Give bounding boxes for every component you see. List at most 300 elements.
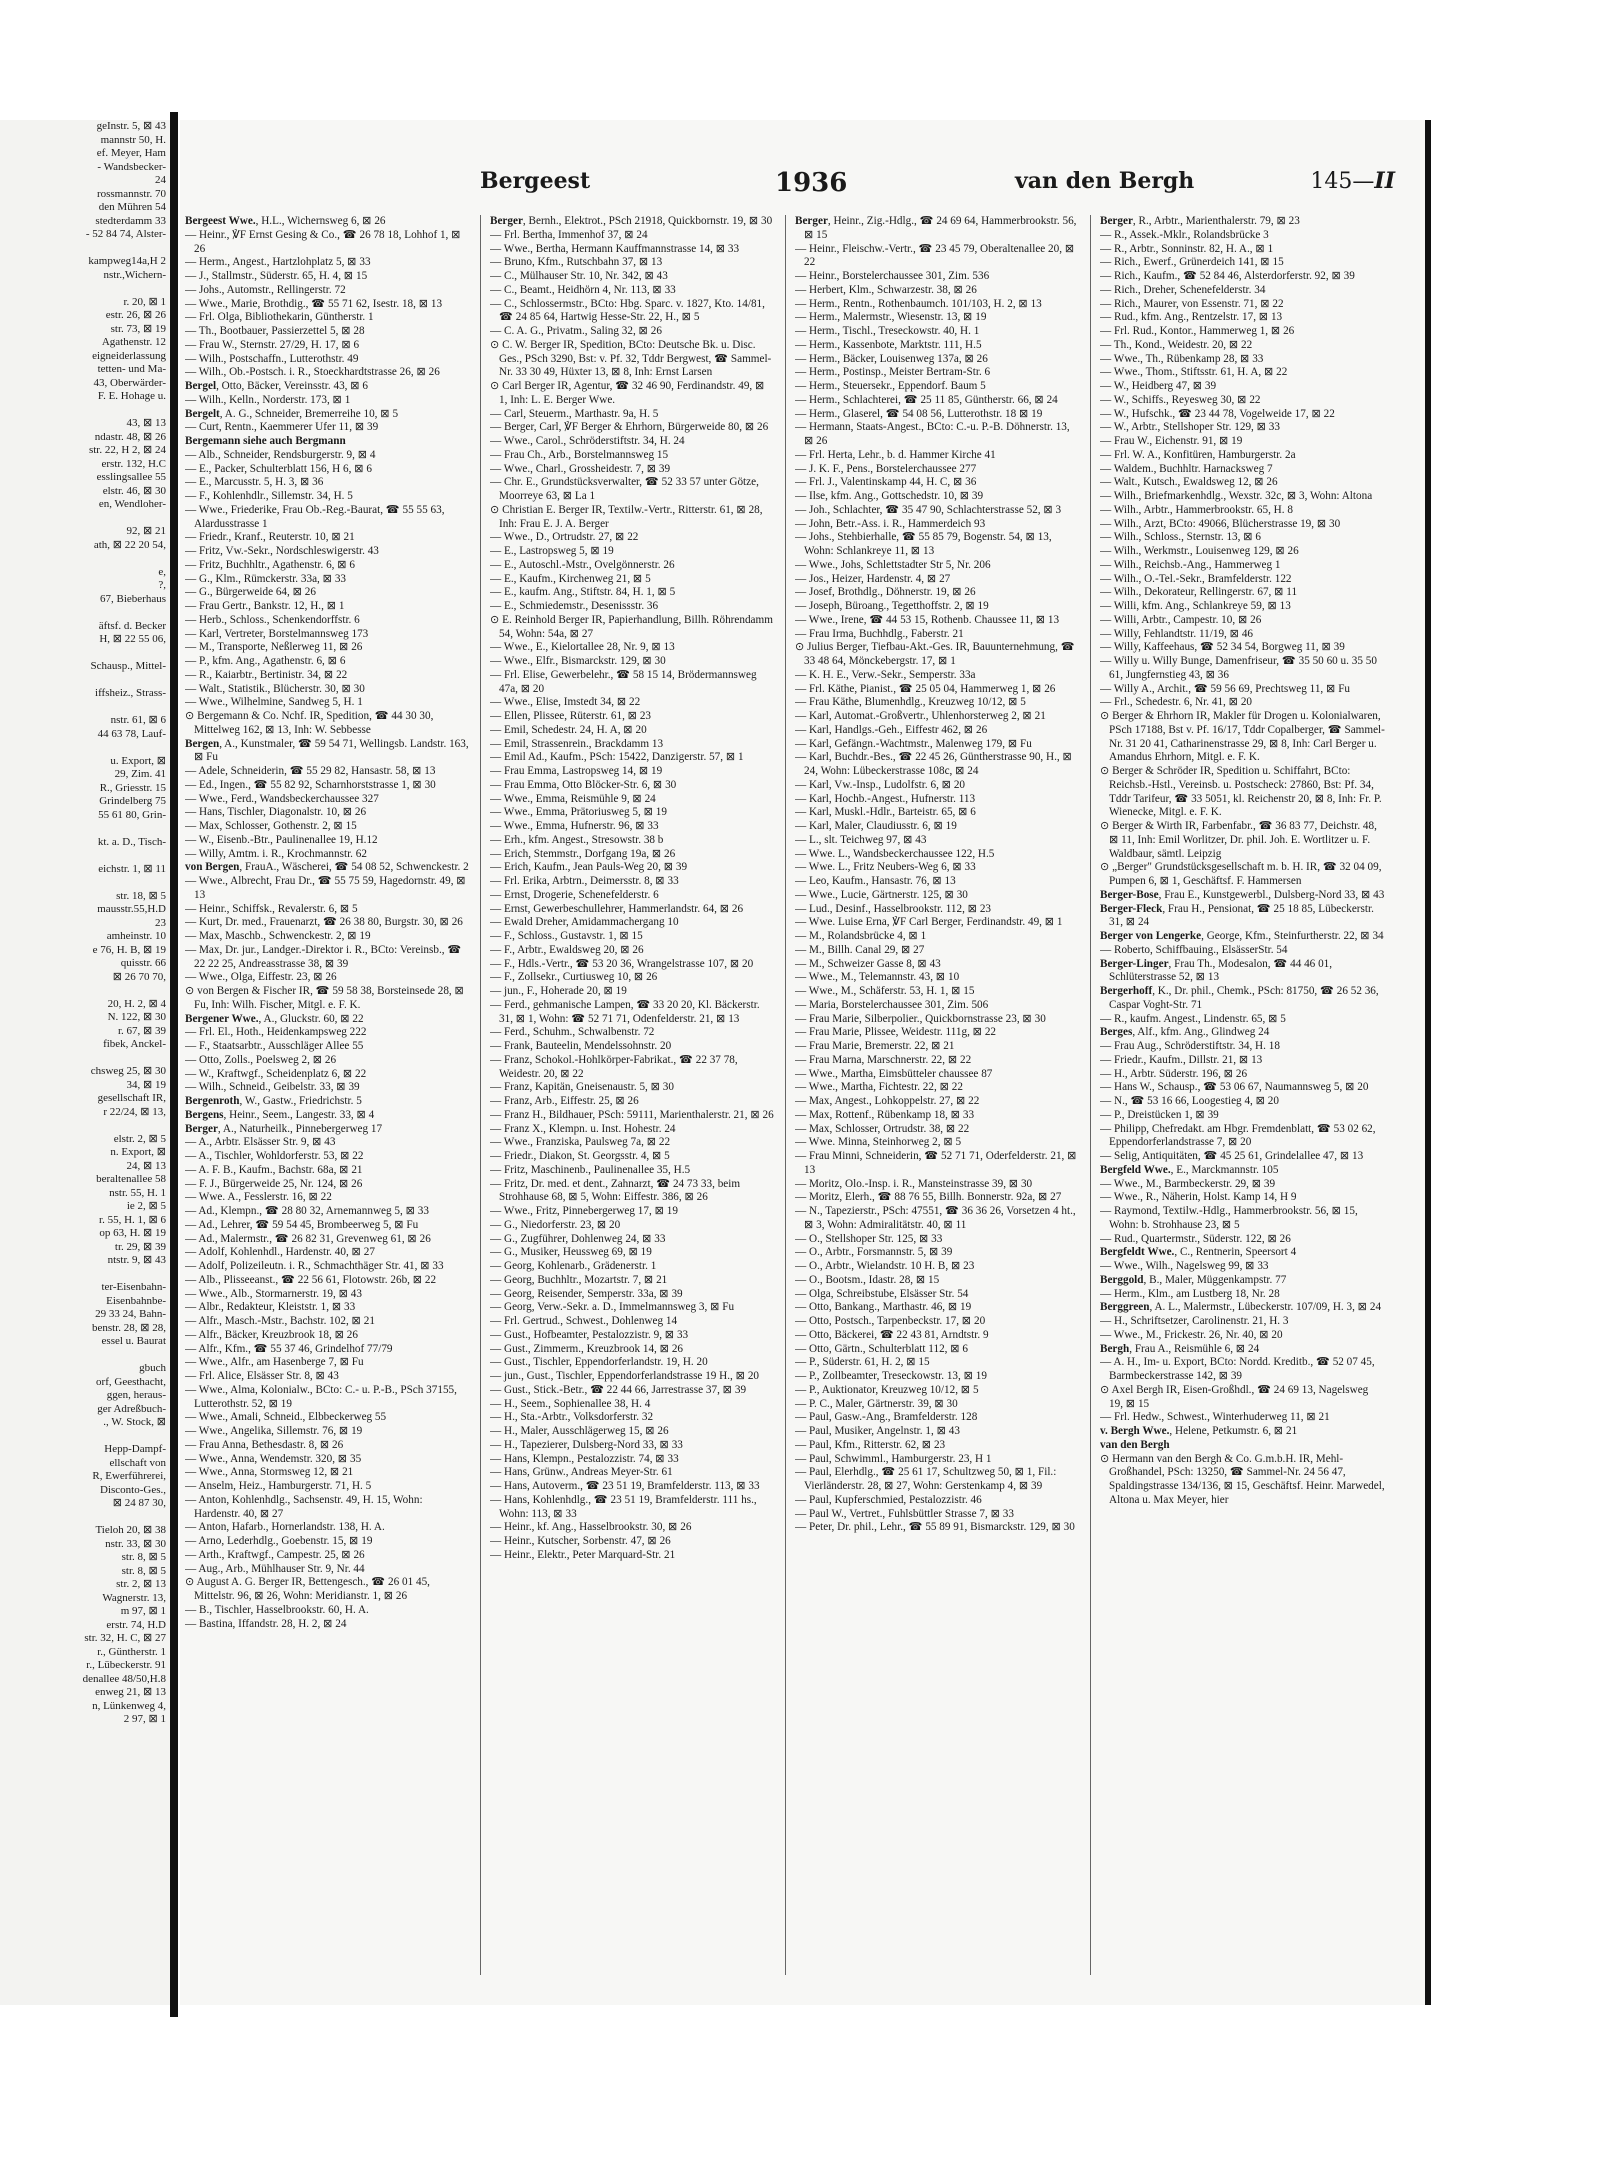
directory-entry: — Wwe. A., Fesslerstr. 16, ⊠ 22 (185, 1191, 332, 1204)
directory-entry: — Frl., Schedestr. 6, Nr. 41, ⊠ 20 (1100, 696, 1253, 709)
previous-page-line: amheinstr. 10 (106, 930, 166, 942)
directory-entry: — Ellen, Plissee, Rüterstr. 61, ⊠ 23 (490, 710, 652, 722)
directory-entry: — P., Dreistücken 1, ⊠ 39 (1100, 1108, 1219, 1121)
page-number (1310, 168, 1395, 194)
directory-entry: — E., Kaufm., Kirchenweg 21, ⊠ 5 (490, 572, 651, 585)
directory-entry: — Heinr., Kutscher, Sorbenstr. 47, ⊠ 26 (490, 1535, 671, 1547)
directory-entry: — Rud., kfm. Ang., Rentzelstr. 17, ⊠ 13 (1100, 311, 1283, 324)
previous-page-line: Hepp-Dampf- (104, 1443, 166, 1455)
previous-page-line: Grindelberg 75 (99, 795, 166, 807)
directory-entry: — Adolf, Kohlenhdl., Hardenstr. 40, ⊠ 27 (185, 1246, 375, 1259)
directory-entry: — H., Seem., Sophienallee 38, H. 4 (490, 1397, 651, 1410)
directory-entry: — Franz, Kapitän, Gneisenaustr. 5, ⊠ 30 (490, 1081, 674, 1094)
directory-entry: van den Bergh (1100, 1438, 1170, 1451)
directory-entry: — Karl, Gefängn.-Wachtmstr., Malenweg 179, ⊠ Fu (795, 737, 1032, 750)
directory-entry: — Wilh., Arzt, BCto: 49066, Blücherstrasse 19, ⊠ 30 (1100, 517, 1341, 530)
previous-page-line: r., Güntherstr. 1 (97, 1645, 166, 1658)
directory-entry: — H., Arbtr. Süderstr. 196, ⊠ 26 (1100, 1067, 1248, 1080)
directory-entry: — Wwe., E., Kielortallee 28, Nr. 9, ⊠ 13 (490, 641, 675, 654)
previous-page-line: 20, H. 2, ⊠ 4 (107, 997, 166, 1010)
directory-entry: — Rud., Quartermstr., Süderstr. 122, ⊠ 26 (1100, 1232, 1291, 1245)
directory-entry: — Wwe., Alma, Kolonialw., BCto: C.- u. P.-B., PSch 37155, Lutterothstr. 52, ⊠ 19 (185, 1383, 457, 1410)
directory-entry: — Anton, Kohlenhdlg., Sachsenstr. 49, H. 15, Wohn: Hardenstr. 40, ⊠ 27 (185, 1493, 423, 1520)
running-head-first-entry: Bergeest (480, 168, 591, 194)
directory-entry: — Hans, Tischler, Diagonalstr. 10, ⊠ 26 (185, 806, 367, 819)
directory-entry: — Rich., Maurer, von Essenstr. 71, ⊠ 22 (1100, 297, 1284, 310)
directory-entry: ⊙ von Bergen & Fischer IR, ☎ 59 58 38, Borsteinsede 28, ⊠ Fu, Inh: Wilh. Fischer, Mitgl. e. F. K. (185, 985, 464, 1011)
directory-entry: Berger, Heinr., Zig.-Hdlg., ☎ 24 69 64, Hammerbrookstr. 56, ⊠ 15 (795, 215, 1077, 241)
previous-page-line: ndastr. 48, ⊠ 26 (94, 430, 166, 443)
directory-entry: — Wwe., M., Frickestr. 26, Nr. 40, ⊠ 20 (1100, 1328, 1283, 1341)
previous-page-line (0, 1119, 170, 1133)
directory-entry: — Bruno, Kfm., Rutschbahn 37, ⊠ 13 (490, 256, 663, 269)
directory-entry: — Georg, Verw.-Sekr. a. D., Immelmannsweg 3, ⊠ Fu (490, 1301, 735, 1314)
directory-entry: — F., Zollsekr., Curtiusweg 10, ⊠ 26 (490, 971, 658, 984)
previous-page-line: ⊠ 26 70 70, (112, 970, 166, 983)
directory-entry: — Frl. Hedw., Schwest., Winterhuderweg 11, ⊠ 21 (1100, 1411, 1330, 1424)
directory-entry: — Frau W., Eichenstr. 91, ⊠ 19 (1100, 435, 1243, 447)
previous-page-line (0, 404, 170, 418)
directory-entry: — M., Transporte, Neßlerweg 11, ⊠ 26 (185, 641, 363, 654)
previous-page-line: quisstr. 66 (120, 957, 166, 969)
directory-entry: — Raymond, Textilw.-Hdlg., Hammerbrookstr. 56, ⊠ 15, Wohn: b. Strohhause 23, ⊠ 5 (1100, 1205, 1358, 1231)
directory-entry: — P., kfm. Ang., Agathenstr. 6, ⊠ 6 (185, 655, 346, 667)
directory-entry: — Max, Schlosser, Ortrudstr. 38, ⊠ 22 (795, 1122, 970, 1135)
directory-entry: — Fritz, Maschinenb., Paulinenallee 35, H.5 (490, 1163, 691, 1176)
previous-page-line: ntstr. 9, ⊠ 43 (107, 1254, 166, 1266)
directory-entry: — Hans, Klempn., Pestalozzistr. 74, ⊠ 33 (490, 1452, 679, 1465)
previous-page-line (0, 647, 170, 661)
previous-page-line (0, 984, 170, 998)
previous-page-line: ggen, heraus- (106, 1389, 166, 1401)
directory-entry: — Frl. Elise, Gewerbelehr., ☎ 58 15 14, Brödermannsweg 47a, ⊠ 20 (490, 668, 757, 695)
directory-entry: — Johs., Automstr., Rellingerstr. 72 (185, 283, 346, 296)
directory-entry: — Wilh., Ob.-Postsch. i. R., Stoeckhardtstrasse 26, ⊠ 26 (185, 366, 440, 379)
directory-entry: — Frl. Käthe, Pianist., ☎ 25 05 04, Hammerweg 1, ⊠ 26 (795, 682, 1056, 695)
directory-entry: — Ferd., gehmanische Lampen, ☎ 33 20 20, Kl. Bäckerstr. 31, ⊠ 1, Wohn: ☎ 52 71 71, Odenfelderstr. 21, ⊠ 13 (490, 998, 760, 1025)
directory-entry: — Georg, Reisender, Semperstr. 33a, ⊠ 39 (490, 1287, 683, 1300)
directory-entry: — W., Heidberg 47, ⊠ 39 (1100, 380, 1217, 392)
directory-entry: — Franz, Schokol.-Hohlkörper-Fabrikat., ☎ 22 37 78, Weidestr. 20, ⊠ 22 (490, 1053, 738, 1080)
previous-page-line: str. 8, ⊠ 5 (121, 1551, 166, 1563)
previous-page-line: erstr. 132, H.C (101, 457, 166, 470)
previous-page-line: fibek, Anckel- (103, 1038, 166, 1050)
directory-entry: — J. K. F., Pens., Borstelerchaussee 277 (795, 462, 977, 475)
previous-page-line: kampweg14a,H 2 (88, 255, 166, 267)
directory-entry: Bergenroth, W., Gastw., Friedrichstr. 5 (185, 1095, 362, 1107)
previous-page-line: - 52 84 74, Alster- (85, 228, 166, 240)
directory-entry: — Wwe., Elise, Imstedt 34, ⊠ 22 (490, 696, 641, 709)
previous-page-line: m 97, ⊠ 1 (120, 1605, 166, 1617)
directory-entry: — Heinr., Elektr., Peter Marquard-Str. 21 (490, 1548, 676, 1561)
directory-entry: Bergerhoff, K., Dr. phil., Chemk., PSch: 81750, ☎ 26 52 36, Caspar Voght-Str. 71 (1100, 985, 1379, 1011)
directory-entry: — Wwe., Martha, Fichtestr. 22, ⊠ 22 (795, 1081, 963, 1094)
previous-page-line: en, Wendloher- (98, 498, 166, 510)
directory-entry: — G., Zugführer, Dohlenweg 24, ⊠ 33 (490, 1232, 666, 1245)
previous-page-line: e, (158, 565, 166, 578)
previous-page-line: gbuch (139, 1362, 166, 1374)
directory-entry: — J., Stallmstr., Süderstr. 65, H. 4, ⊠ 15 (185, 270, 368, 282)
directory-entry: — Wilh., Kelln., Norderstr. 173, ⊠ 1 (185, 393, 351, 406)
directory-entry: — Hans, Grünw., Andreas Meyer-Str. 61 (490, 1466, 673, 1479)
directory-entry: — H., Maler, Ausschlägerweg 15, ⊠ 26 (490, 1425, 669, 1437)
directory-entry: — Wwe., Ferd., Wandsbeckerchaussee 327 (185, 792, 379, 805)
directory-entry: — Wwe., Anna, Stormsweg 12, ⊠ 21 (185, 1466, 354, 1479)
directory-entry: Bergh, Frau A., Reismühle 6, ⊠ 24 (1100, 1342, 1260, 1355)
previous-page-line: ath, ⊠ 22 20 54, (93, 538, 166, 551)
directory-entry: — Erich, Stemmstr., Dorfgang 19a, ⊠ 26 (490, 847, 676, 860)
previous-page-line: op 63, H. ⊠ 19 (99, 1227, 166, 1239)
directory-entry: Berger, A., Naturheilk., Pinnebergerweg 17 (185, 1122, 383, 1135)
directory-entry: — Frau Minni, Schneiderin, ☎ 52 71 71, Oderfelderstr. 21, ⊠ 13 (795, 1150, 1077, 1176)
directory-entry: — Wwe., Carol., Schröderstiftstr. 34, H. 24 (490, 435, 685, 447)
previous-page-line: ef. Meyer, Ham (96, 147, 166, 159)
directory-entry: — Albr., Redakteur, Kleiststr. 1, ⊠ 33 (185, 1301, 356, 1314)
directory-entry: — Wwe., Angelika, Sillemstr. 76, ⊠ 19 (185, 1425, 363, 1437)
directory-entry: — Hermann, Staats-Angest., BCto: C.-u. P.-B. Döhnerstr. 13, ⊠ 26 (795, 421, 1070, 447)
directory-entry: — Heinr., Borstelerchaussee 301, Zim. 536 (795, 270, 990, 282)
previous-page-line (0, 876, 170, 890)
previous-page-line (0, 1268, 170, 1282)
directory-entry: — Wwe., M., Telemannstr. 43, ⊠ 10 (795, 971, 960, 984)
directory-entry: — E., Schmiedemstr., Desenissstr. 36 (490, 600, 659, 612)
directory-entry: Bergel, Otto, Bäcker, Vereinsstr. 43, ⊠ 6 (185, 380, 369, 392)
directory-entry: — Wwe. L., Wandsbeckerchaussee 122, H.5 (795, 847, 995, 860)
previous-page-line: elstr. 2, ⊠ 5 (113, 1132, 166, 1145)
directory-entry: — Wwe., Olga, Eiffestr. 23, ⊠ 26 (185, 971, 337, 984)
directory-entry: — Philipp, Chefredakt. am Hbgr. Fremdenblatt, ☎ 53 02 62, Eppendorferlandstrasse 7, ⊠ 20 (1100, 1122, 1376, 1149)
directory-entry: — W., Kraftwgf., Scheidenplatz 6, ⊠ 22 (185, 1067, 367, 1080)
directory-entry: — Paul, Gasw.-Ang., Bramfelderstr. 128 (795, 1411, 978, 1424)
previous-page-line (0, 552, 170, 566)
previous-page-line: r. 55, H. 1, ⊠ 6 (99, 1213, 166, 1226)
previous-page-line: 92, ⊠ 21 (126, 525, 166, 537)
directory-entry: — Joseph, Büroang., Tegetthoffstr. 2, ⊠ 19 (795, 600, 989, 612)
directory-entry: — Th., Kond., Weidestr. 20, ⊠ 22 (1100, 338, 1253, 351)
directory-entry: — Moritz, Elerh., ☎ 88 76 55, Billh. Bonnerstr. 92a, ⊠ 27 (795, 1191, 1062, 1204)
directory-entry: — Ernst, Gewerbeschullehrer, Hammerlandstr. 64, ⊠ 26 (490, 902, 744, 915)
previous-page-line: essel u. Baurat (101, 1335, 166, 1347)
directory-entry: — Frau Marie, Bremerstr. 22, ⊠ 21 (795, 1040, 955, 1052)
directory-entry: — Frl. J., Valentinskamp 44, H. C, ⊠ 36 (795, 476, 977, 489)
directory-entry: — H., Schriftsetzer, Carolinenstr. 21, H. 3 (1100, 1315, 1289, 1327)
directory-entry: — Hans, Autoverm., ☎ 23 51 19, Bramfelderstr. 113, ⊠ 33 (490, 1480, 760, 1492)
directory-entry: — Wwe., Bertha, Hermann Kauffmannstrasse 14, ⊠ 33 (490, 242, 740, 255)
directory-entry: — N., ☎ 53 16 66, Loogestieg 4, ⊠ 20 (1100, 1095, 1279, 1107)
directory-column-2 (490, 215, 775, 1975)
directory-entry: — Karl, Automat.-Großvertr., Uhlenhorsterweg 2, ⊠ 21 (795, 710, 1046, 722)
directory-entry: — F., Kohlenhdlr., Sillemstr. 34, H. 5 (185, 490, 353, 502)
previous-page-line: erstr. 74, H.D (106, 1618, 166, 1631)
previous-page-line: chsweg 25, ⊠ 30 (90, 1065, 166, 1077)
directory-entry: — Alfr., Masch.-Mstr., Bachstr. 102, ⊠ 21 (185, 1315, 375, 1327)
directory-entry: — A., Tischler, Wohldorferstr. 53, ⊠ 22 (185, 1150, 364, 1162)
directory-entry: ⊙ August A. G. Berger IR, Bettengesch., ☎ 26 01 45, Mittelstr. 96, ⊠ 26, Wohn: Meridianstr. 1, ⊠ 26 (185, 1576, 430, 1602)
previous-page-line: n. Export, ⊠ (110, 1146, 166, 1158)
directory-entry: — Johs., Stehbierhalle, ☎ 55 85 79, Bogenstr. 54, ⊠ 13, Wohn: Schlankreye 11, ⊠ 13 (795, 531, 1052, 557)
previous-page-line: r., Lübeckerstr. 91 (86, 1659, 166, 1671)
directory-entry: — Otto, Zolls., Poelsweg 2, ⊠ 26 (185, 1053, 337, 1066)
previous-page-line: F. E. Hohage u. (97, 390, 166, 402)
directory-entry: — Georg, Kohlenarb., Grädenerstr. 1 (490, 1260, 657, 1272)
directory-entry: — Wwe., Th., Rübenkamp 28, ⊠ 33 (1100, 352, 1264, 365)
previous-page-line: 23 (155, 916, 166, 929)
directory-entry: — Otto, Bankang., Marthastr. 46, ⊠ 19 (795, 1301, 972, 1314)
directory-entry: — G., Musiker, Heussweg 69, ⊠ 19 (490, 1246, 652, 1259)
directory-entry: — Wwe., Albrecht, Frau Dr., ☎ 55 75 59, Hagedornstr. 49, ⊠ 13 (185, 875, 466, 901)
directory-entry: — Herm., Bäcker, Louisenweg 137a, ⊠ 26 (795, 352, 988, 365)
directory-entry: — Frl. Erika, Arbtrn., Deimersstr. 8, ⊠ 33 (490, 875, 679, 887)
directory-entry: — E., Autoschl.-Mstr., Ovelgönnerstr. 26 (490, 558, 675, 571)
directory-entry: — John, Betr.-Ass. i. R., Hammerdeich 93 (795, 517, 986, 530)
previous-page-line: str. 18, ⊠ 5 (116, 889, 166, 902)
directory-entry: — Karl, Hochb.-Angest., Hufnerstr. 113 (795, 792, 976, 805)
directory-entry: — B., Tischler, Hasselbrookstr. 60, H. A. (185, 1603, 369, 1616)
directory-entry: — Frau Emma, Otto Blöcker-Str. 6, ⊠ 30 (490, 778, 677, 791)
column-rule (785, 215, 786, 1975)
directory-entry: — E., Lastropsweg 5, ⊠ 19 (490, 545, 614, 557)
previous-page-line: stedterdamm 33 (95, 214, 166, 227)
directory-entry: — Wwe., Alfr., am Hasenberge 7, ⊠ Fu (185, 1356, 364, 1369)
directory-entry: — Herm., Angest., Hartzlohplatz 5, ⊠ 33 (185, 256, 371, 269)
directory-entry: — Paul, Elerhdlg., ☎ 25 61 17, Schultzweg 50, ⊠ 1, Fil.: Vierländerstr. 28, ⊠ 27, Wohn: Gerstenkamp 4, ⊠ 39 (795, 1466, 1057, 1492)
previous-page-fragment (0, 120, 173, 2005)
directory-entry: — Karl, Handlgs.-Geh., Eiffestr 462, ⊠ 26 (795, 723, 988, 736)
directory-entry: — Arth., Kraftwgf., Campestr. 25, ⊠ 26 (185, 1548, 365, 1561)
directory-entry: Berges, Alf., kfm. Ang., Glindweg 24 (1100, 1026, 1270, 1039)
directory-entry: — Waldem., Buchhltr. Harnacksweg 7 (1100, 462, 1273, 475)
previous-page-line: ie 2, ⊠ 5 (126, 1200, 166, 1212)
previous-page-line: Eisenbahnbe- (106, 1294, 166, 1307)
previous-page-line: geInstr. 5, ⊠ 43 (96, 120, 166, 132)
directory-entry: Bergeest Wwe., H.L., Wichernsweg 6, ⊠ 26 (185, 215, 386, 227)
directory-entry: — Frau Marie, Silberpolier., Quickbornstrasse 23, ⊠ 30 (795, 1012, 1046, 1025)
directory-entry: — Wwe., Lucie, Gärtnerstr. 125, ⊠ 30 (795, 888, 968, 901)
previous-page-line: den Mühren 54 (98, 201, 166, 213)
directory-entry: — Max, Dr. jur., Landger.-Direktor i. R., BCto: Vereinsb., ☎ 22 22 25, Andreasstrasse 38, ⊠ 39 (185, 943, 462, 970)
directory-entry: — Wwe., Wilhelmine, Sandweg 5, H. 1 (185, 696, 363, 709)
directory-entry: — W., Eisenb.-Btr., Paulinenallee 19, H.12 (185, 833, 378, 846)
previous-page-line: nstr. 33, ⊠ 30 (105, 1537, 166, 1550)
directory-entry: Berger-Linger, Frau Th., Modesalon, ☎ 44 46 01, Schlüterstrasse 52, ⊠ 13 (1100, 957, 1333, 984)
directory-entry: — Otto, Bäckerei, ☎ 22 43 81, Arndtstr. 9 (795, 1328, 989, 1341)
directory-entry: Berggold, B., Maler, Müggenkampstr. 77 (1100, 1273, 1287, 1286)
directory-entry: — Herm., Rentn., Rothenbaumch. 101/103, H. 2, ⊠ 13 (795, 297, 1042, 310)
directory-entry: — Herm., Steuersekr., Eppendorf. Baum 5 (795, 380, 986, 392)
directory-entry: — Moritz, Olo.-Insp. i. R., Mansteinstrasse 39, ⊠ 30 (795, 1177, 1033, 1190)
previous-page-line: äftsf. d. Becker (98, 619, 166, 632)
directory-entry: — Frl. Gertrud., Schwest., Dohlenweg 14 (490, 1315, 678, 1327)
directory-entry: — F., Staatsarbtr., Ausschläger Allee 55 (185, 1040, 364, 1052)
directory-entry: — Anton, Hafarb., Hornerlandstr. 138, H. A. (185, 1521, 385, 1534)
book-gutter (170, 112, 178, 2017)
page-number-prefix: 145— (1310, 169, 1375, 194)
directory-entry: — R., Assek.-Mklr., Rolandsbrücke 3 (1100, 228, 1269, 241)
directory-entry: — Ad., Malermstr., ☎ 26 82 31, Grevenweg 61, ⊠ 26 (185, 1232, 431, 1245)
previous-page-line: estr. 26, ⊠ 26 (105, 309, 166, 321)
directory-entry: — O., Stellshoper Str. 125, ⊠ 33 (795, 1232, 943, 1245)
previous-page-line: Agathenstr. 12 (101, 336, 166, 348)
directory-entry: ⊙ Hermann van den Bergh & Co. G.m.b.H. IR, Mehl-Großhandel, PSch: 13250, ☎ Sammel-Nr. 24 56 47, Spaldingstrasse 134/136, ⊠ 15, Geschäftsf. Heinr. Marwedel, Altona u. Max Meyer, hier (1100, 1452, 1385, 1506)
directory-entry: — Wwe., Fritz, Pinnebergerweg 17, ⊠ 19 (490, 1205, 678, 1217)
directory-entry: — O., Bootsm., Idastr. 28, ⊠ 15 (795, 1273, 940, 1286)
directory-entry: — Alb., Plisseeanst., ☎ 22 56 61, Flotowstr. 26b, ⊠ 22 (185, 1273, 437, 1286)
previous-page-line (0, 1511, 170, 1525)
directory-entry: — Frl. Olga, Bibliothekarin, Güntherstr. 1 (185, 311, 374, 324)
directory-entry: — Emil, Strassenrein., Brackdamm 13 (490, 737, 664, 750)
directory-entry: — Heinr., Schiffsk., Revalerstr. 6, ⊠ 5 (185, 902, 358, 915)
directory-entry: — Erich, Kaufm., Jean Pauls-Weg 20, ⊠ 39 (490, 861, 688, 874)
previous-page-line: eigneiderlassung (92, 349, 166, 362)
directory-entry: — Frau Ch., Arb., Borstelmannsweg 15 (490, 448, 669, 461)
directory-entry: — Adele, Schneiderin, ☎ 55 29 82, Hansastr. 58, ⊠ 13 (185, 765, 436, 777)
directory-entry: — Hans, Kohlenhdlg., ☎ 23 51 19, Bramfelderstr. 111 hs., Wohn: 113, ⊠ 33 (490, 1493, 757, 1520)
directory-entry: — Frl. Rud., Kontor., Hammerweg 1, ⊠ 26 (1100, 325, 1295, 337)
directory-entry: — Lud., Desinf., Hasselbrookstr. 112, ⊠ 23 (795, 902, 992, 915)
directory-entry: — Willy A., Archit., ☎ 59 56 69, Prechtsweg 11, ⊠ Fu (1100, 682, 1351, 695)
previous-page-line: ⊠ 24 87 30, (112, 1497, 166, 1509)
directory-entry: — Wwe., Emma, Prätoriusweg 5, ⊠ 19 (490, 806, 667, 819)
directory-entry: — Fritz, Vw.-Sekr., Nordschleswigerstr. 43 (185, 545, 379, 557)
directory-entry: — Alfr., Kfm., ☎ 55 37 46, Grindelhof 77/79 (185, 1342, 393, 1355)
directory-entry: — Max, Schlosser, Gothenstr. 2, ⊠ 15 (185, 820, 357, 832)
directory-page (180, 120, 1431, 2005)
directory-entry: — N., Tapezierstr., PSch: 47551, ☎ 36 36 26, Vorsetzen 4 ht., ⊠ 3, Wohn: Admiralitätstr. 40, ⊠ 11 (795, 1205, 1076, 1231)
previous-page-line: 2 97, ⊠ 1 (123, 1713, 166, 1725)
directory-entry: — Selig, Antiquitäten, ☎ 45 25 61, Grindelallee 47, ⊠ 13 (1100, 1150, 1364, 1162)
previous-page-line (0, 1349, 170, 1363)
directory-entry: — P., Süderstr. 61, H. 2, ⊠ 15 (795, 1356, 930, 1369)
directory-entry: — Frl. Alice, Elsässer Str. 8, ⊠ 43 (185, 1370, 339, 1382)
directory-entry: — Paul, Kfm., Ritterstr. 62, ⊠ 23 (795, 1438, 946, 1451)
directory-entry: — Arno, Lederhdlg., Goebenstr. 15, ⊠ 19 (185, 1535, 373, 1547)
previous-page-line (0, 674, 170, 688)
directory-entry: — Wilh., Schneid., Geibelstr. 33, ⊠ 39 (185, 1081, 360, 1094)
previous-page-line: N. 122, ⊠ 30 (107, 1011, 166, 1023)
directory-entry: — Frau Gertr., Bankstr. 12, H., ⊠ 1 (185, 600, 345, 612)
directory-entry: — A. H., Im- u. Export, BCto: Nordd. Kreditb., ☎ 52 07 45, Barmbeckerstrasse 142, ⊠ 39 (1100, 1356, 1375, 1382)
previous-page-line: 44 63 78, Lauf- (97, 727, 166, 740)
directory-entry: — E., Packer, Schulterblatt 156, H 6, ⊠ 6 (185, 462, 372, 475)
directory-entry: — L., slt. Teichweg 97, ⊠ 43 (795, 833, 927, 846)
directory-entry: — Wwe. Minna, Steinhorweg 2, ⊠ 5 (795, 1136, 962, 1149)
previous-page-line (0, 606, 170, 620)
directory-entry: — O., Arbtr., Forsmannstr. 5, ⊠ 39 (795, 1246, 953, 1259)
directory-entry: Bergelt, A. G., Schneider, Bremerreihe 10, ⊠ 5 (185, 407, 399, 420)
directory-entry: — Wwe., M., Schäferstr. 53, H. 1, ⊠ 15 (795, 985, 975, 997)
directory-entry: Berger, R., Arbtr., Marienthalerstr. 79, ⊠ 23 (1100, 215, 1300, 227)
directory-entry: — Ernst, Drogerie, Schenefelderstr. 6 (490, 888, 659, 901)
previous-page-line: rossmannstr. 70 (96, 187, 166, 200)
directory-entry: — Paul, Kupferschmied, Pestalozzistr. 46 (795, 1493, 982, 1506)
directory-entry: — Wilh., Briefmarkenhdlg., Wexstr. 32c, ⊠ 3, Wohn: Altona (1100, 490, 1373, 502)
previous-page-line: mausstr.55,H.D (97, 903, 166, 915)
directory-entry: — Berger, Carl, ℣F Berger & Ehrhorn, Bürgerweide 80, ⊠ 26 (490, 421, 769, 434)
directory-entry: — Ilse, kfm. Ang., Gottschedstr. 10, ⊠ 39 (795, 490, 984, 502)
previous-page-line: Tieloh 20, ⊠ 38 (95, 1524, 166, 1536)
previous-page-line: esslingsallee 55 (96, 471, 166, 483)
directory-entry: — P., Zollbeamter, Treseckowstr. 13, ⊠ 19 (795, 1370, 987, 1382)
previous-page-line: mannstr 50, H. (100, 133, 166, 146)
directory-entry: Berger, Bernh., Elektrot., PSch 21918, Quickbornstr. 19, ⊠ 30 (490, 215, 773, 227)
previous-page-line: 67, Bieberhaus (100, 592, 166, 605)
directory-entry: — Joh., Schlachter, ☎ 35 47 90, Schlachterstrasse 52, ⊠ 3 (795, 503, 1062, 516)
directory-entry: — Gust., Zimmerm., Kreuzbrook 14, ⊠ 26 (490, 1342, 684, 1355)
directory-entry: — Karl, Vertreter, Borstelmannsweg 173 (185, 627, 369, 640)
directory-entry: — W., Arbtr., Stellshoper Str. 129, ⊠ 33 (1100, 421, 1280, 434)
directory-entry: — Karl, Vw.-Insp., Ludolfstr. 6, ⊠ 20 (795, 778, 966, 791)
previous-page-line: nstr. 55, H. 1 (109, 1186, 166, 1199)
directory-entry: — Wilh., Arbtr., Hammerbrookstr. 65, H. 8 (1100, 503, 1293, 516)
directory-entry: — Wilh., Dekorateur, Rellingerstr. 67, ⊠ 11 (1100, 586, 1298, 599)
directory-entry: — Frl. Herta, Lehr., b. d. Hammer Kirche 41 (795, 448, 996, 461)
directory-entry: — O., Arbtr., Wielandstr. 10 H. B, ⊠ 23 (795, 1260, 975, 1272)
directory-entry: — Herm., Schlachterei, ☎ 25 11 85, Güntherstr. 66, ⊠ 24 (795, 393, 1058, 406)
directory-entry: — Friedr., Diakon, St. Georgsstr. 4, ⊠ 5 (490, 1150, 670, 1162)
directory-entry: — Wwe., Charl., Grossheidestr. 7, ⊠ 39 (490, 462, 671, 475)
directory-entry: — W., Schiffs., Reyesweg 30, ⊠ 22 (1100, 393, 1261, 406)
directory-entry: — Wwe., D., Ortrudstr. 27, ⊠ 22 (490, 531, 639, 544)
directory-entry: — Otto, Postsch., Tarpenbeckstr. 17, ⊠ 20 (795, 1315, 986, 1327)
directory-entry: von Bergen, FrauA., Wäscherei, ☎ 54 08 52, Schwenckestr. 2 (185, 861, 469, 874)
previous-page-line: kt. a. D., Tisch- (97, 835, 166, 848)
directory-entry: — Wwe., Friederike, Frau Ob.-Reg.-Baurat, ☎ 55 55 63, Alardusstrasse 1 (185, 503, 445, 530)
previous-page-line: iffsheiz., Strass- (95, 687, 166, 699)
directory-entry: — Ad., Lehrer, ☎ 59 54 45, Brombeerweg 5, ⊠ Fu (185, 1218, 419, 1231)
directory-entry: — Frau Marna, Marschnerstr. 22, ⊠ 22 (795, 1053, 972, 1066)
directory-entry: — Alfr., Bäcker, Kreuzbrook 18, ⊠ 26 (185, 1328, 358, 1341)
directory-entry: — Gust., Tischler, Eppendorferlandstr. 19, H. 20 (490, 1356, 708, 1369)
directory-entry: — W., Hufschk., ☎ 23 44 78, Vogelweide 17, ⊠ 22 (1100, 407, 1335, 420)
directory-entry: — Wwe., M., Barmbeckerstr. 29, ⊠ 39 (1100, 1177, 1276, 1190)
previous-page-line (0, 512, 170, 526)
directory-entry: — Josef, Brothdlg., Döhnerstr. 19, ⊠ 26 (795, 586, 976, 599)
directory-entry: — Willi, Arbtr., Campestr. 10, ⊠ 26 (1100, 613, 1262, 626)
directory-entry: — Friedr., Kaufm., Dillstr. 21, ⊠ 13 (1100, 1053, 1263, 1066)
directory-entry: — Franz, Arb., Eiffestr. 25, ⊠ 26 (490, 1095, 639, 1107)
directory-entry: — Max, Maschb., Schwenckestr. 2, ⊠ 19 (185, 930, 371, 942)
directory-entry: — Wwe., Emma, Reismühle 9, ⊠ 24 (490, 792, 656, 805)
directory-entry: — Otto, Gärtn., Schulterblatt 112, ⊠ 6 (795, 1342, 969, 1355)
previous-page-line: R., Griesstr. 15 (99, 781, 166, 794)
directory-entry: — Frau Marie, Plissee, Weidestr. 111g, ⊠ 22 (795, 1026, 997, 1039)
directory-entry: Bergener Wwe., A., Gluckstr. 60, ⊠ 22 (185, 1012, 364, 1025)
directory-entry: — Wwe., Thom., Stiftsstr. 61, H. A, ⊠ 22 (1100, 366, 1288, 379)
directory-entry: Berggreen, A. L., Malermstr., Lübeckerstr. 107/09, H. 3, ⊠ 24 (1100, 1301, 1382, 1314)
directory-entry: ⊙ Christian E. Berger IR, Textilw.-Vertr., Ritterstr. 61, ⊠ 28, Inh: Frau E. J. A. Berger (490, 503, 763, 530)
previous-page-line (0, 242, 170, 256)
previous-page-line (0, 1430, 170, 1444)
directory-entry: — Wwe., Anna, Wendemstr. 320, ⊠ 35 (185, 1452, 362, 1465)
directory-entry: — C., Mülhauser Str. 10, Nr. 342, ⊠ 43 (490, 270, 668, 282)
directory-entry: ⊙ E. Reinhold Berger IR, Papierhandlung, Billh. Röhrendamm 54, Wohn: 54a, ⊠ 27 (490, 613, 773, 640)
previous-page-line (0, 741, 170, 755)
directory-entry: — P. C., Maler, Gärtnerstr. 39, ⊠ 30 (795, 1397, 958, 1410)
directory-entry: — E., kaufm. Ang., Stiftstr. 84, H. 1, ⊠ 5 (490, 586, 676, 599)
directory-entry: — Wwe., Elfr., Bismarckstr. 129, ⊠ 30 (490, 655, 666, 667)
directory-column-3 (795, 215, 1080, 1975)
directory-entry: — Frl. W. A., Konfitüren, Hamburgerstr. 2a (1100, 448, 1296, 461)
directory-entry: — Franz H., Bildhauer, PSch: 59111, Marienthalerstr. 21, ⊠ 26 (490, 1108, 774, 1121)
directory-column-1 (185, 215, 470, 1975)
directory-entry: — Alb., Schneider, Rendsburgerstr. 9, ⊠ 4 (185, 448, 376, 461)
directory-entry: — M., Billh. Canal 29, ⊠ 27 (795, 943, 925, 956)
directory-entry: — Rich., Kaufm., ☎ 52 84 46, Alsterdorferstr. 92, ⊠ 39 (1100, 270, 1355, 282)
directory-entry: — Leo, Kaufm., Hansastr. 76, ⊠ 13 (795, 875, 956, 887)
previous-page-line (0, 822, 170, 836)
directory-entry: — Wwe., Alb., Stormarnerstr. 19, ⊠ 43 (185, 1287, 362, 1300)
directory-entry: — Walt., Statistik., Blücherstr. 30, ⊠ 30 (185, 682, 365, 695)
